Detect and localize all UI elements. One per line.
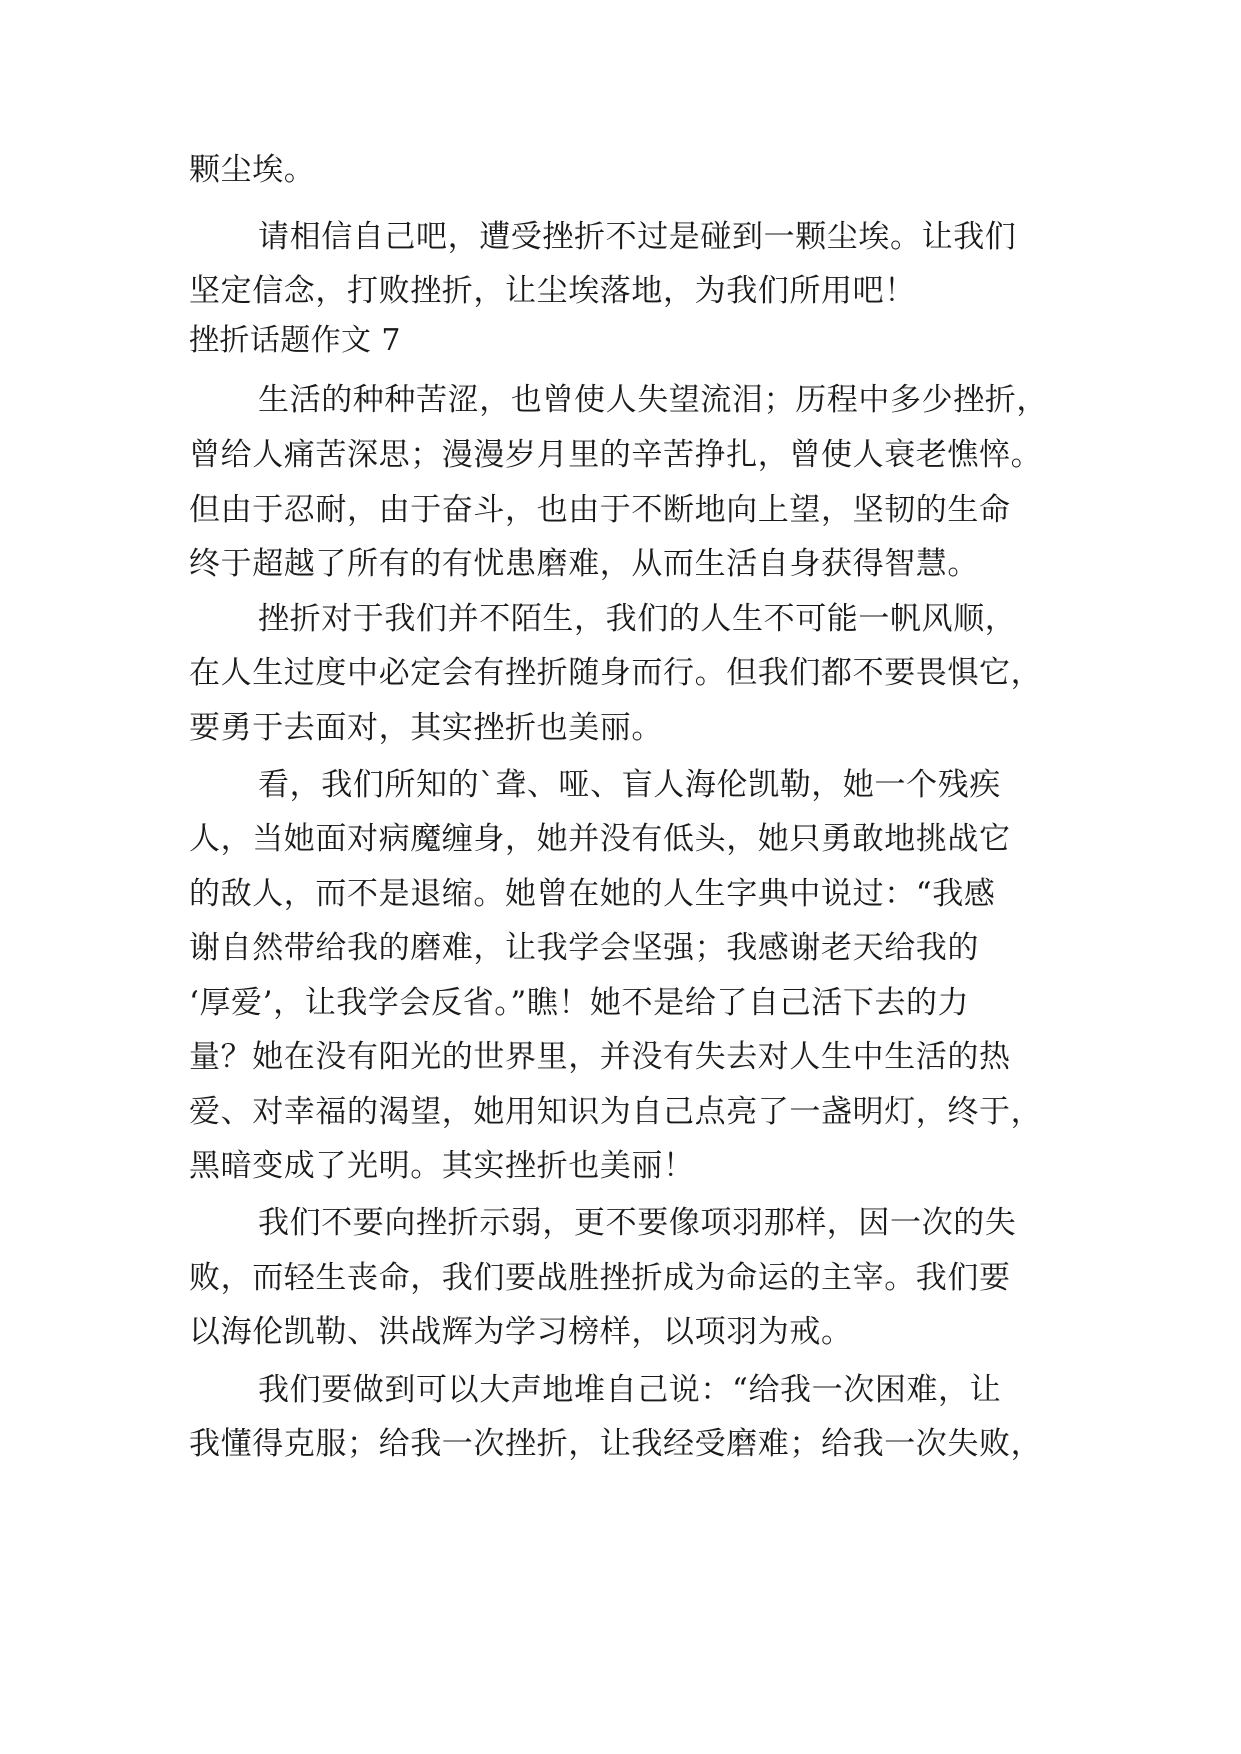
- line-text: 看，我们所知的`聋、哑、盲人海伦凯勒，她一个残疾: [258, 767, 1001, 803]
- line-text: 终于超越了所有的有忧患磨难，从而生活自身获得智慧。: [189, 546, 979, 582]
- line-text: ‘厚爱’，让我学会反省。”瞧！她不是给了自己活下去的力: [189, 985, 970, 1021]
- heading-text: 挫折话题作文 7: [189, 323, 401, 358]
- line-text: 坚定信念，打败挫折，让尘埃落地，为我们所用吧！: [189, 273, 916, 309]
- line-text: 量？她在没有阳光的世界里，并没有失去对人生中生活的热: [189, 1039, 1011, 1075]
- line-text: 要勇于去面对，其实挫折也美丽。: [189, 710, 663, 746]
- line-text: 在人生过度中必定会有挫折随身而行。但我们都不要畏惧它，: [189, 655, 1043, 691]
- line-text: 的敌人，而不是退缩。她曾在她的人生字典中说过：“我感: [189, 876, 996, 912]
- line-text: 生活的种种苦涩，也曾使人失望流泪；历程中多少挫折，: [258, 382, 1048, 418]
- line-text: 谢自然带给我的磨难，让我学会坚强；我感谢老天给我的: [189, 930, 979, 966]
- line-text: 黑暗变成了光明。其实挫折也美丽！: [189, 1148, 695, 1184]
- line-text: 挫折对于我们并不陌生，我们的人生不可能一帆风顺，: [258, 601, 1017, 637]
- line-text: 我们要做到可以大声地堆自己说：“给我一次困难，让: [258, 1372, 1002, 1408]
- line-text: 人，当她面对病魔缠身，她并没有低头，她只勇敢地挑战它: [189, 821, 1011, 857]
- line-text: 但由于忍耐，由于奋斗，也由于不断地向上望，坚韧的生命: [189, 492, 1011, 528]
- line-text: 以海伦凯勒、洪战辉为学习榜样，以项羽为戒。: [189, 1314, 853, 1350]
- line-text: 曾给人痛苦深思；漫漫岁月里的辛苦挣扎，曾使人衰老憔悴。: [189, 437, 1043, 473]
- line-text: 颗尘埃。: [189, 152, 316, 188]
- line-text: 请相信自己吧，遭受挫折不过是碰到一颗尘埃。让我们: [258, 219, 1017, 255]
- line-text: 败，而轻生丧命，我们要战胜挫折成为命运的主宰。我们要: [189, 1260, 1011, 1296]
- line-text: 我懂得克服；给我一次挫折，让我经受磨难；给我一次失败，: [189, 1426, 1043, 1462]
- line-text: 我们不要向挫折示弱，更不要像项羽那样，因一次的失: [258, 1205, 1017, 1241]
- line-text: 爱、对幸福的渴望，她用知识为自己点亮了一盏明灯，终于，: [189, 1094, 1043, 1130]
